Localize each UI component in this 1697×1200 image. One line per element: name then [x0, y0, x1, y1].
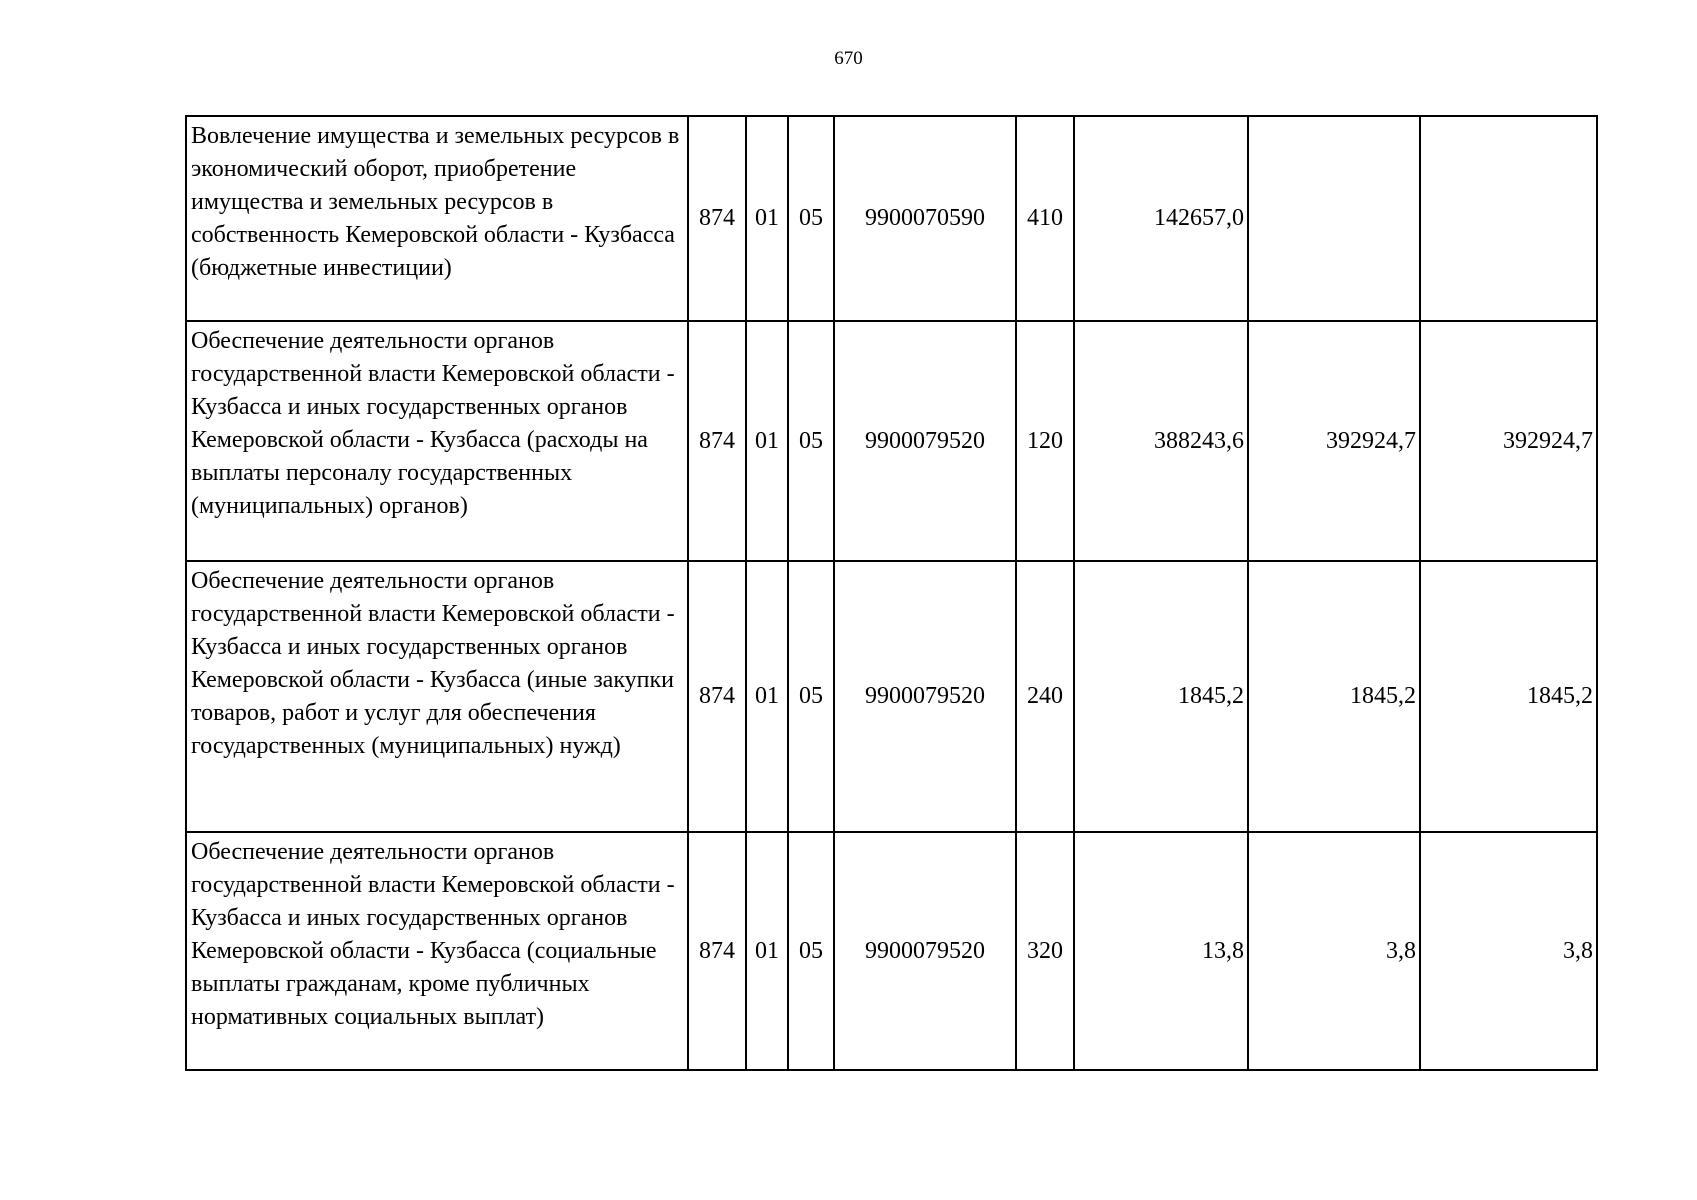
expense-type-code: 410	[1016, 116, 1074, 321]
subsection-code: 05	[788, 116, 834, 321]
section-code: 01	[746, 832, 788, 1070]
amount-year-1: 1845,2	[1074, 561, 1248, 832]
row-description: Обеспечение деятельности органов государственной власти Кемеровской области - Кузбасса и иных государственных органов Кемеровской области - Кузбасса (социальные выплаты гражданам, кроме публичных нормативных социальных выплат)	[186, 832, 688, 1070]
expense-type-code: 120	[1016, 321, 1074, 561]
amount-year-3	[1420, 116, 1597, 321]
ministry-code: 874	[688, 321, 746, 561]
amount-year-1: 13,8	[1074, 832, 1248, 1070]
table-row	[186, 561, 1597, 832]
amount-year-2: 3,8	[1248, 832, 1420, 1070]
section-code: 01	[746, 321, 788, 561]
amount-year-2: 1845,2	[1248, 561, 1420, 832]
target-article-code: 9900079520	[834, 561, 1016, 832]
amount-year-2: 392924,7	[1248, 321, 1420, 561]
table-row	[186, 832, 1597, 1070]
target-article-code: 9900079520	[834, 832, 1016, 1070]
row-description: Обеспечение деятельности органов государственной власти Кемеровской области - Кузбасса и иных государственных органов Кемеровской области - Кузбасса (расходы на выплаты персоналу государственных (муниципальных) органов)	[186, 321, 688, 561]
table-row	[186, 321, 1597, 561]
page-number: 670	[834, 48, 863, 69]
ministry-code: 874	[688, 561, 746, 832]
amount-year-1: 388243,6	[1074, 321, 1248, 561]
amount-year-3: 3,8	[1420, 832, 1597, 1070]
row-description: Обеспечение деятельности органов государственной власти Кемеровской области - Кузбасса и иных государственных органов Кемеровской области - Кузбасса (иные закупки товаров, работ и услуг для обеспечения государственных (муниципальных) нужд)	[186, 561, 688, 832]
subsection-code: 05	[788, 832, 834, 1070]
subsection-code: 05	[788, 321, 834, 561]
ministry-code: 874	[688, 116, 746, 321]
subsection-code: 05	[788, 561, 834, 832]
section-code: 01	[746, 561, 788, 832]
expense-type-code: 320	[1016, 832, 1074, 1070]
table-row	[186, 116, 1597, 321]
row-description: Вовлечение имущества и земельных ресурсов в экономический оборот, приобретение имущества и земельных ресурсов в собственность Кемеровской области - Кузбасса (бюджетные инвестиции)	[186, 116, 688, 321]
amount-year-2	[1248, 116, 1420, 321]
target-article-code: 9900079520	[834, 321, 1016, 561]
target-article-code: 9900070590	[834, 116, 1016, 321]
expense-type-code: 240	[1016, 561, 1074, 832]
amount-year-1: 142657,0	[1074, 116, 1248, 321]
budget-table	[185, 115, 1598, 1071]
section-code: 01	[746, 116, 788, 321]
amount-year-3: 392924,7	[1420, 321, 1597, 561]
ministry-code: 874	[688, 832, 746, 1070]
amount-year-3: 1845,2	[1420, 561, 1597, 832]
